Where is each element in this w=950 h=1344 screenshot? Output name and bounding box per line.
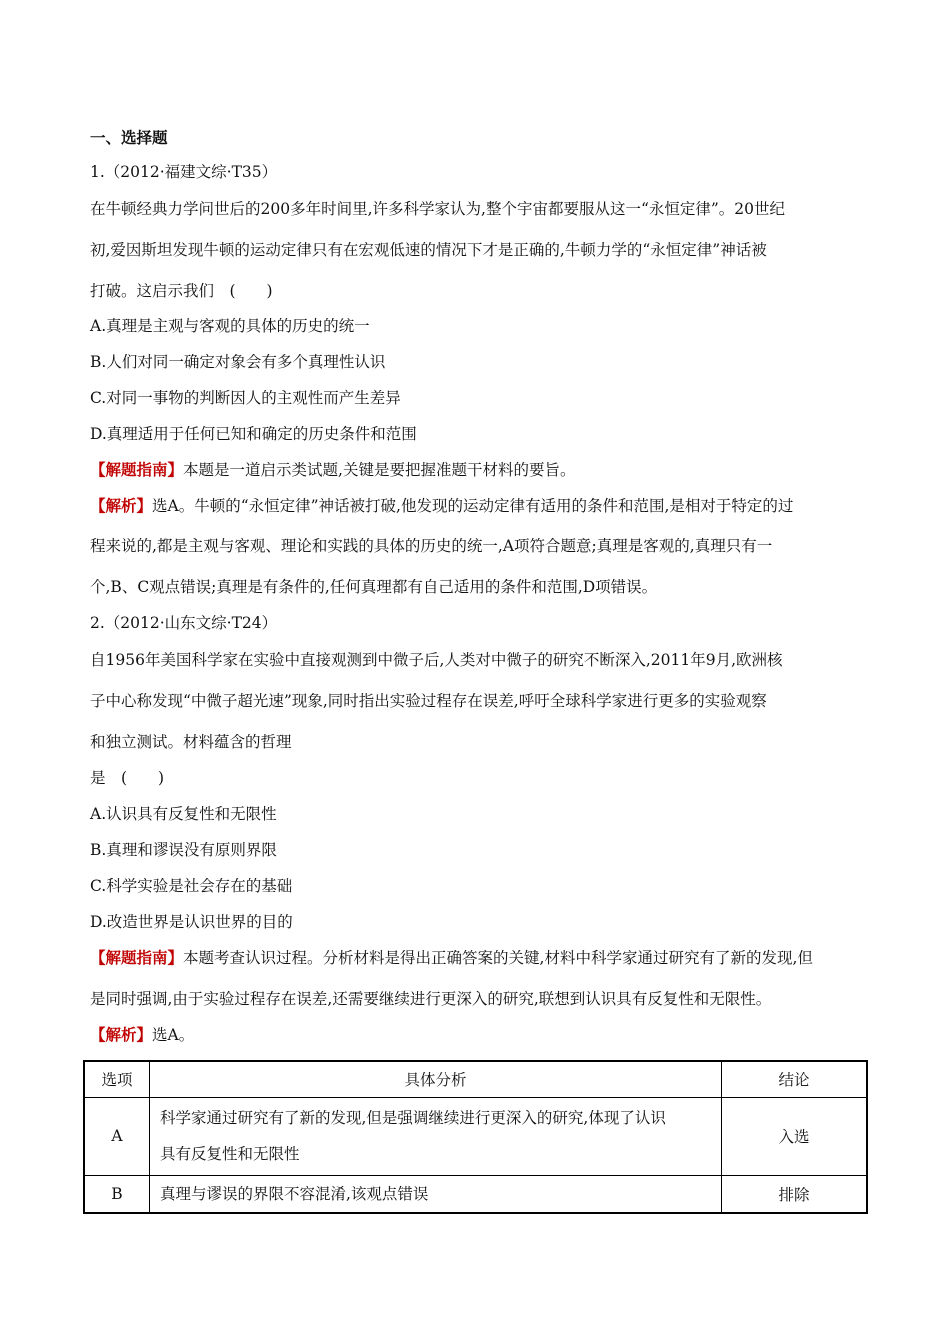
q2-stem-line: 子中心称发现“中微子超光速”现象,同时指出实验过程存在误差,呼吁全球科学家进行更多的实验观察 bbox=[90, 692, 767, 710]
analysis-label: 【解析】 bbox=[90, 1025, 153, 1044]
analysis-text: 选A。牛顿的“永恒定律”神话被打破,他发现的运动定律有适用的条件和范围,是相对于特定的过 bbox=[152, 497, 794, 515]
q2-stem-line: 和独立测试。材料蕴含的哲理 bbox=[90, 733, 292, 751]
table-header-cell: 结论 bbox=[722, 1061, 868, 1097]
q2-option-c: C.科学实验是社会存在的基础 bbox=[90, 877, 293, 895]
table-cell-conclusion: 排除 bbox=[722, 1175, 868, 1213]
table-cell-line: 真理与谬误的界限不容混淆,该观点错误 bbox=[160, 1184, 429, 1203]
q2-analysis bbox=[90, 1025, 194, 1045]
q2-option-d: D.改造世界是认识世界的目的 bbox=[90, 913, 293, 931]
q1-stem-line: 初,爱因斯坦发现牛顿的运动定律只有在宏观低速的情况下才是正确的,牛顿力学的“永恒定律”神话被 bbox=[90, 241, 767, 259]
guide-label: 【解题指南】 bbox=[90, 460, 184, 479]
table-cell-line: 科学家通过研究有了新的发现,但是强调继续进行更深入的研究,体现了认识 bbox=[160, 1109, 666, 1127]
table-row bbox=[84, 1175, 867, 1213]
q1-option-d: D.真理适用于任何已知和确定的历史条件和范围 bbox=[90, 425, 417, 443]
q1-option-b: B.人们对同一确定对象会有多个真理性认识 bbox=[90, 353, 386, 371]
q1-stem-line: 在牛顿经典力学问世后的200多年时间里,许多科学家认为,整个宇宙都要服从这一“永恒定律”。20世纪 bbox=[90, 200, 786, 218]
q2-stem-line: 是 ( ) bbox=[90, 769, 165, 787]
table-header-row bbox=[84, 1061, 867, 1097]
analysis-text: 选A。 bbox=[152, 1026, 195, 1044]
q2-option-b: B.真理和谬误没有原则界限 bbox=[90, 841, 277, 859]
guide-label: 【解题指南】 bbox=[90, 948, 184, 967]
q1-guide bbox=[90, 460, 575, 480]
section-title: 一、选择题 bbox=[90, 128, 168, 147]
q1-stem-line: 打破。这启示我们 ( ) bbox=[90, 282, 273, 300]
q2-option-a: A.认识具有反复性和无限性 bbox=[90, 805, 277, 823]
q1-analysis-line: 个,B、C观点错误;真理是有条件的,任何真理都有自己适用的条件和范围,D项错误。 bbox=[90, 578, 658, 596]
q2-guide bbox=[90, 948, 813, 968]
q2-guide-line: 是同时强调,由于实验过程存在误差,还需要继续进行更深入的研究,联想到认识具有反复性和无限性。 bbox=[90, 990, 772, 1008]
table-header-cell: 选项 bbox=[84, 1061, 150, 1097]
table-header-cell: 具体分析 bbox=[150, 1061, 722, 1097]
guide-text: 本题是一道启示类试题,关键是要把握准题干材料的要旨。 bbox=[183, 461, 576, 479]
q1-option-a: A.真理是主观与客观的具体的历史的统一 bbox=[90, 317, 370, 335]
q1-analysis bbox=[90, 496, 793, 516]
analysis-table bbox=[83, 1060, 868, 1214]
table-cell-analysis bbox=[150, 1097, 722, 1175]
q1-option-c: C.对同一事物的判断因人的主观性而产生差异 bbox=[90, 389, 401, 407]
table-cell-option: B bbox=[84, 1175, 150, 1213]
table-cell-line: 具有反复性和无限性 bbox=[160, 1145, 300, 1163]
q2-header: 2.（2012·山东文综·T24） bbox=[90, 614, 278, 632]
guide-text: 本题考查认识过程。分析材料是得出正确答案的关键,材料中科学家通过研究有了新的发现,但 bbox=[183, 949, 813, 967]
q2-stem-line: 自1956年美国科学家在实验中直接观测到中微子后,人类对中微子的研究不断深入,2011年9月,欧洲核 bbox=[90, 651, 783, 669]
table-cell-option: A bbox=[84, 1097, 150, 1175]
table-row bbox=[84, 1097, 867, 1175]
table-cell-conclusion: 入选 bbox=[722, 1097, 868, 1175]
analysis-label: 【解析】 bbox=[90, 496, 153, 515]
table-cell-analysis bbox=[150, 1175, 722, 1213]
q1-analysis-line: 程来说的,都是主观与客观、理论和实践的具体的历史的统一,A项符合题意;真理是客观的,真理只有一 bbox=[90, 537, 773, 555]
q1-header: 1.（2012·福建文综·T35） bbox=[90, 163, 278, 181]
